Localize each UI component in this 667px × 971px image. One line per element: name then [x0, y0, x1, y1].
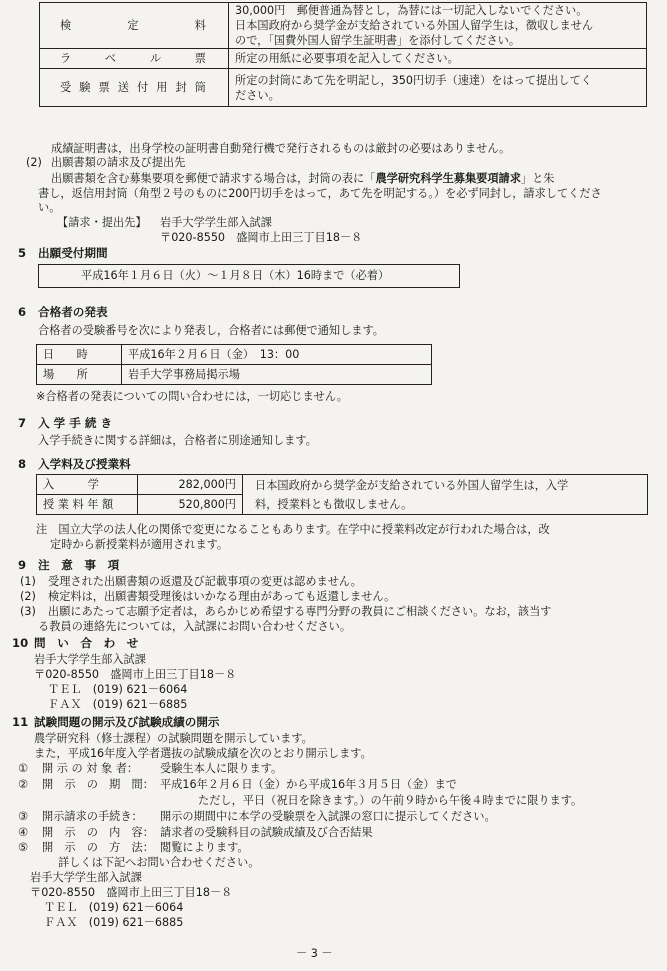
- contact-name: 岩手大学学生部入試課: [34, 653, 146, 666]
- disclosure-item-text: 請求者の受験科目の試験成績及び合否結果: [160, 826, 373, 839]
- disclosure-item-text: 開示の期間中に本学の受験票を入試課の窓口に提示してください。: [160, 810, 496, 823]
- section-number: 5: [18, 246, 27, 260]
- fee-row-exam: [40, 3, 647, 49]
- notice-item-number: (2): [20, 590, 36, 603]
- announcement-note: ※合格者の発表についての問い合わせには，一切応じません。: [36, 390, 348, 403]
- tuition-note-2: 定時から新授業料が適用されます。: [50, 538, 229, 551]
- announcement-row: 日 時 平成16年２月６日（金） 13：00: [37, 345, 432, 365]
- application-period-box: 平成16年１月６日（火）～１月８日（木）16時まで（必着）: [38, 264, 460, 288]
- section-number: 6: [18, 305, 27, 319]
- disclosure-item-text: ただし，平日（祝日を除きます。）の午前９時から午後４時までに限ります。: [198, 794, 583, 807]
- contact-tel: ＴＥＬ (019) 621－6064: [44, 901, 184, 914]
- disclosure-item-text: 受験生本人に限ります。: [160, 762, 283, 775]
- notice-item-number: (1): [20, 575, 36, 588]
- fee-table: [39, 2, 647, 107]
- disclosure-line-1: 農学研究科（修士課程）の試験問題を開示しています。: [34, 732, 313, 745]
- contact-address: 〒020-8550 盛岡市上田三丁目18－８: [34, 668, 237, 681]
- section-number: 7: [18, 416, 27, 430]
- notice-item-number: (3): [20, 605, 36, 618]
- request-line-1: 出願書類を含む募集要項を郵便で請求する場合は，封筒の表に「農学研究科学生募集要項請求」と朱: [51, 172, 555, 185]
- disclosure-line-2: また，平成16年度入学者選抜の試験成績を次のとおり開示します。: [34, 747, 372, 760]
- request-line-3: い。: [38, 201, 61, 214]
- section-number: 8: [18, 457, 27, 471]
- section-number: 9: [18, 558, 27, 572]
- subsection-title: 出願書類の請求及び提出先: [51, 156, 186, 169]
- disclosure-item-label: 開 示 の 期 間：: [42, 778, 154, 791]
- address-label: 【請求・提出先】: [57, 216, 147, 229]
- disclosure-item-text: 閲覧によります。: [160, 841, 249, 854]
- enrollment-text: 入学手続きに関する詳細は，合格者に別途通知します。: [38, 434, 317, 447]
- section-title: 注 意 事 項: [38, 558, 120, 572]
- disclosure-item-number: ②: [18, 778, 29, 791]
- tuition-table: [36, 474, 648, 515]
- inquiry-text: 詳しくは下記へお問い合わせください。: [58, 856, 260, 869]
- contact-fax: ＦＡＸ (019) 621－6885: [48, 698, 188, 711]
- address: 〒020-8550 盛岡市上田三丁目18－８: [160, 231, 363, 244]
- tuition-remark: 日本国政府から奨学金が支給されている外国人留学生は，入学 料，授業料とも徴収しません。: [243, 475, 648, 515]
- disclosure-item-number: ①: [18, 762, 29, 775]
- disclosure-item-label: 開示請求の手続き：: [42, 810, 143, 823]
- notice-item: 受理された出願書類の返還及び記載事項の変更は認めません。: [48, 575, 362, 588]
- address-name: 岩手大学学生部入試課: [160, 216, 272, 229]
- section-title: 入学料及び授業料: [38, 457, 131, 471]
- section-number: 10: [12, 636, 29, 650]
- request-line-2: 書し，返信用封筒（角型２号のものに200円切手をはって，あて先を明記する。）を必ず同封し，請求してくださ: [38, 187, 602, 200]
- fee-value: 30,000円 郵便普通為替とし，為替には一切記入しないでください。 日本国政府から奨学金が支給されている外国人留学生は，徴収しません ので，「国費外国人留学生証明書」を添付してください。: [229, 3, 647, 49]
- page-number: － 3 －: [296, 947, 333, 960]
- disclosure-item-number: ③: [18, 810, 29, 823]
- announcement-intro: 合格者の受験番号を次により発表し，合格者には郵便で通知します。: [38, 324, 384, 337]
- tuition-row: 授 業 料 年 額 520,800円: [37, 495, 648, 515]
- section-title: 合格者の発表: [38, 305, 108, 319]
- fee-value: 所定の封筒にあて先を明記し，350円切手（速達）をはって提出してく ださい。: [229, 69, 647, 107]
- fee-label: 検 定 料: [40, 3, 229, 49]
- fee-label: ラ ベ ル 票: [40, 49, 229, 69]
- notice-item: 出願にあたって志願予定者は，あらかじめ希望する専門分野の教員にご相談ください。なお，該当す: [48, 605, 552, 618]
- tuition-row: 入 学 282,000円 日本国政府から奨学金が支給されている外国人留学生は，入学 料，授業料とも徴収しません。: [37, 475, 648, 495]
- tuition-note-1: 注 国立大学の法人化の関係で変更になることもあります。在学中に授業料改定が行われた場合は，改: [36, 523, 550, 536]
- fee-label: 受験票送付用封筒: [40, 69, 229, 107]
- disclosure-item-label: 開 示 の 対 象 者：: [42, 762, 139, 775]
- announcement-table: [36, 344, 432, 385]
- disclosure-item-number: ④: [18, 826, 29, 839]
- announcement-row: 場 所 岩手大学事務局掲示場: [37, 365, 432, 385]
- fee-row-envelope: [40, 69, 647, 107]
- section-title: 入 学 手 続 き: [38, 416, 113, 430]
- section-title: 問 い 合 わ せ: [34, 636, 139, 650]
- contact-fax: ＦＡＸ (019) 621－6885: [44, 916, 184, 929]
- contact-tel: ＴＥＬ (019) 621－6064: [48, 683, 188, 696]
- disclosure-item-label: 開 示 の 方 法：: [42, 841, 154, 854]
- disclosure-item-label: 開 示 の 内 容：: [42, 826, 154, 839]
- section-title: 試験問題の開示及び試験成績の開示: [34, 715, 220, 729]
- contact-name: 岩手大学学生部入試課: [30, 871, 142, 884]
- section-title: 出願受付期間: [38, 246, 108, 260]
- contact-address: 〒020-8550 盛岡市上田三丁目18－８: [30, 886, 233, 899]
- section-number: 11: [12, 715, 29, 729]
- disclosure-item-number: ⑤: [18, 841, 29, 854]
- fee-row-label: [40, 49, 647, 69]
- notice-item: 検定料は，出願書類受理後はいかなる理由があっても返還しません。: [48, 590, 396, 603]
- subsection-number: (2): [26, 156, 42, 169]
- disclosure-item-text: 平成16年２月６日（金）から平成16年３月５日（金）まで: [160, 778, 457, 791]
- fee-value: 所定の用紙に必要事項を記入してください。: [229, 49, 647, 69]
- notice-item-cont: る教員の連絡先については，入試課にお問い合わせください。: [38, 620, 352, 633]
- transcript-note: 成績証明書は，出身学校の証明書自動発行機で発行されるものは厳封の必要はありません。: [51, 142, 511, 155]
